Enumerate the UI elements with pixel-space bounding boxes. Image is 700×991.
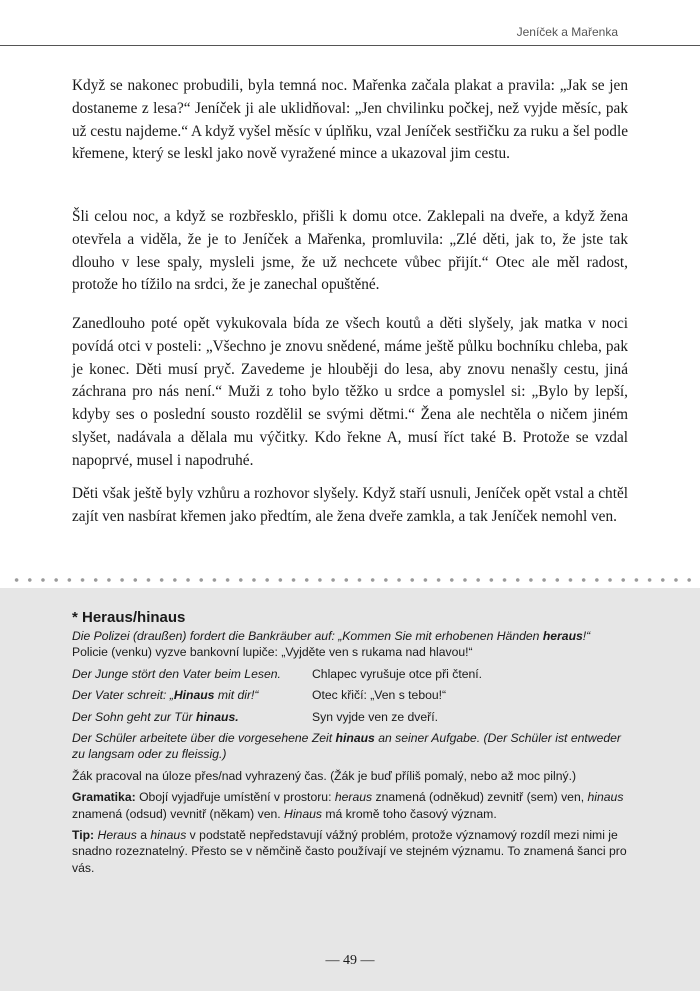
example-german: Der Junge stört den Vater beim Lesen. xyxy=(72,666,281,681)
example-czech: Chlapec vyrušuje otce při čtení. xyxy=(312,666,483,681)
page-number: — 49 — xyxy=(325,953,375,968)
running-header-title: Jeníček a Mařenka xyxy=(516,25,618,39)
example-czech: Policie (venku) vyzve bankovní lupiče: „Vyjděte ven s rukama nad hlavou!“ xyxy=(72,645,473,660)
example-german: Der Sohn geht zur Tür hinaus. xyxy=(72,709,239,724)
grammar-note xyxy=(72,608,632,876)
example-czech: Syn vyjde ven ze dveří. xyxy=(312,709,438,724)
story-paragraph: Zanedlouho poté opět vykukovala bída ze všech koutů a děti slyšely, jak matka v noci povídá otci v posteli: „Všechno je znovu snědené, máme ještě půlku bochníku chleba, pak je konec. Děti musí pryč. Zavedeme je hlouběji do lesa, aby znovu nenašly cestu, jiná záchrana pro nás není.“ Muži z toho bylo těžko u srdce a pomyslel si: „Bylo by lepší, kdyby ses o poslední sousto rozdělil se svými dětmi.“ Žena ale nechtěla o ničem jiném slyšet, nadávala a dělala mu výčitky. Kdo řekne A, musí říct také B. Protože se vzdal napoprvé, musel i napodruhé. xyxy=(72,315,628,469)
example-pair xyxy=(72,687,632,703)
note-heading: * Heraus/hinaus xyxy=(72,609,186,626)
example-czech: Žák pracoval na úloze přes/nad vyhrazený čas. (Žák je buď příliš pomalý, nebo až moc pilný.) xyxy=(72,768,577,783)
story-paragraph: Děti však ještě byly vzhůru a rozhovor slyšely. Když staří usnuli, Jeníček opět vstal a chtěl zajít ven nasbírat křemen jako předtím, ale žena dveře zamkla, a tak Jeníček nemohl ven. xyxy=(72,485,628,525)
example-german: Der Vater schreit: „Hinaus mit dir!“ xyxy=(72,688,259,703)
story-paragraph: Šli celou noc, a když se rozbřesklo, přišli k domu otce. Zaklepali na dveře, a když žena otevřela a viděla, že je to Jeníček a Mařenka, promluvila: „Zlé děti, jak to, že jste tak dlouho v lese spaly, mysleli jsme, že už nechcete vůbec přijít.“ Otec ale měl radost, protože ho tížilo na srdci, že je zanechal opuštěné. xyxy=(72,208,628,294)
tip-text: Tip: Heraus a hinaus v podstatě nepředstavují vážný problém, protože významový rozdíl mezi nimi je snadno rozeznatelný. Přesto se v němčině často používají ve stejném významu. To znamená šanci pro vás. xyxy=(72,828,627,875)
story-paragraph: Když se nakonec probudili, byla temná noc. Mařenka začala plakat a pravila: „Jak se jen dostaneme z lesa?“ Jeníček ji ale uklidňoval: „Jen chvilinku počkej, než vyjde měsíc, pak už cestu najdeme.“ A když vyšel měsíc v úplňku, vzal Jeníček sestřičku za ruku a šel podle křemene, který se leskl jako nově vyražené mince a ukazoval jim cestu. xyxy=(72,77,628,163)
example-pair xyxy=(72,666,632,682)
example-pair xyxy=(72,709,632,725)
header-rule xyxy=(0,45,700,46)
dotted-separator xyxy=(10,575,700,585)
example-czech: Otec křičí: „Ven s tebou!“ xyxy=(312,688,447,703)
example-german: Der Schüler arbeitete über die vorgesehene Zeit hinaus an seiner Aufgabe. (Der Schüler ist entweder zu langsam oder zu fleissig.) xyxy=(72,731,621,762)
grammar-explanation: Gramatika: Obojí vyjadřuje umístění v prostoru: heraus znamená (odněkud) zevnitř (sem) ven, hinaus znamená (odsud) vevnitř (někam) ven. Hinaus má kromě toho časový význam. xyxy=(72,790,624,821)
example-german: Die Polizei (draußen) fordert die Bankräuber auf: „Kommen Sie mit erhobenen Händen heraus!“ xyxy=(72,629,591,643)
